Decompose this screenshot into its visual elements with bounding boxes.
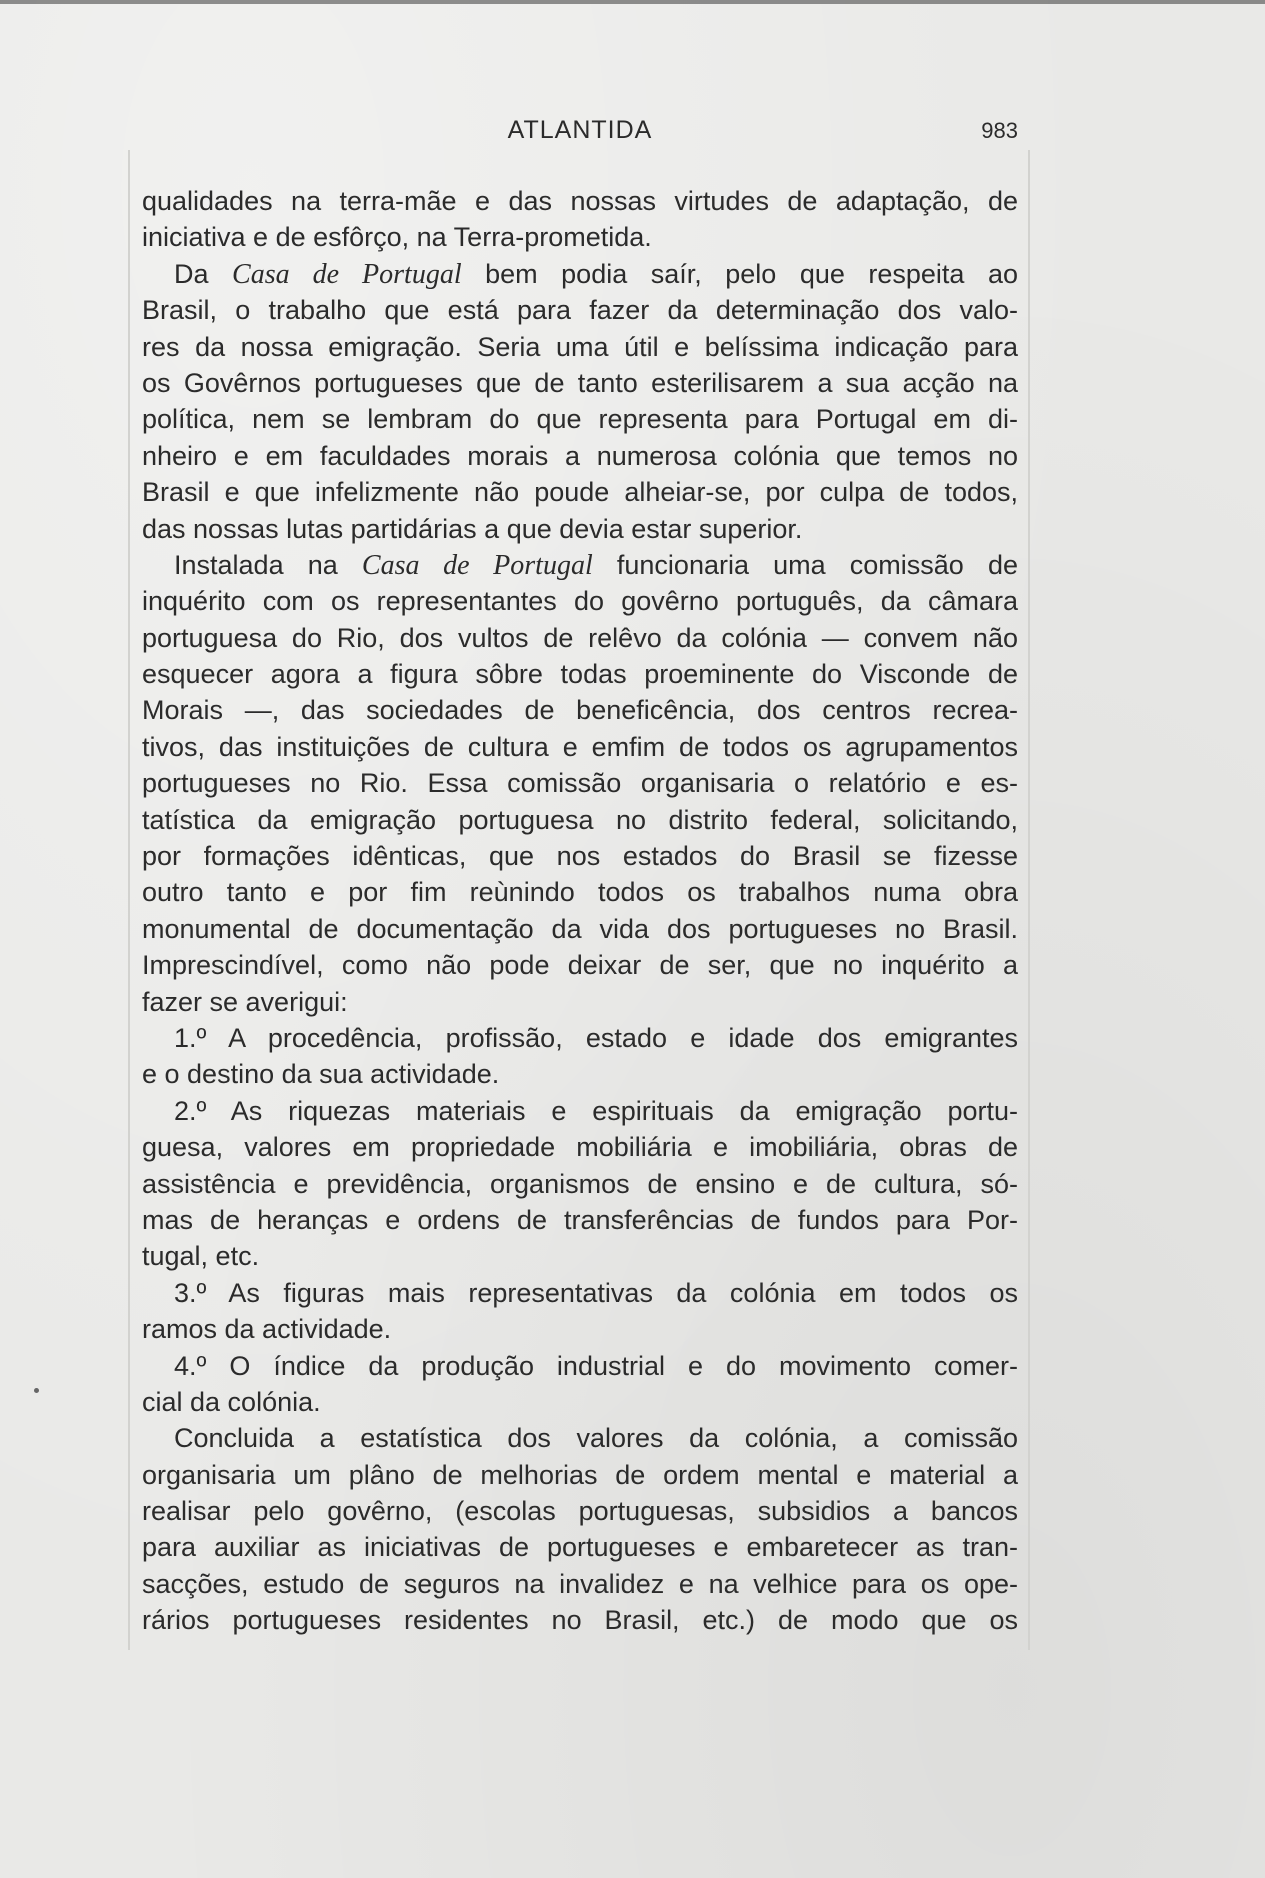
text-line: realisar pelo govêrno, (escolas portuguesas, subsidios a bancos — [142, 1496, 1018, 1527]
text-line: por formações idênticas, que nos estados do Brasil se fizesse — [142, 841, 1018, 872]
text-line: portugueses no Rio. Essa comissão organisaria o relatório e es- — [142, 768, 1018, 799]
text-line: tugal, etc. — [142, 1241, 260, 1272]
text-line: outro tanto e por fim reùnindo todos os trabalhos numa obra — [142, 877, 1018, 908]
text-segment: Instalada na — [174, 549, 338, 580]
italic-title: Casa de Portugal — [361, 549, 593, 581]
text-line: Brasil e que infelizmente não poude alheiar-se, por culpa de todos, — [142, 477, 1018, 508]
body-text — [142, 183, 1018, 1639]
text-line: ramos da actividade. — [142, 1314, 392, 1345]
text-line: tatística da emigração portuguesa no distrito federal, solicitando, — [142, 804, 1018, 835]
text-segment: Da — [174, 258, 209, 289]
running-title: ATLANTIDA — [507, 116, 653, 144]
text-line: sacções, estudo de seguros na invalidez e na velhice para os ope- — [142, 1568, 1018, 1599]
text-segment: funcionaria uma comissão de — [616, 549, 1018, 580]
page-speck — [34, 1388, 39, 1393]
text-line: assistência e previdência, organismos de ensino e de cultura, só- — [142, 1168, 1018, 1199]
page-top-edge — [0, 0, 1265, 4]
text-line: portuguesa do Rio, dos vultos de relêvo da colónia — convem não — [142, 622, 1018, 653]
list-item-2: 2.º As riquezas materiais e espirituais da emigração portu- — [174, 1095, 1018, 1126]
list-item-4: 4.º O índice da produção industrial e do movimento comer- — [174, 1350, 1018, 1381]
text-line-with-italic — [142, 256, 1018, 292]
text-line: rários portugueses residentes no Brasil, etc.) de modo que os — [142, 1605, 1018, 1636]
text-line: monumental de documentação da vida dos portugueses no Brasil. — [142, 913, 1018, 944]
text-line: para auxiliar as iniciativas de portugueses e embaretecer as tran- — [142, 1532, 1018, 1563]
text-line: das nossas lutas partidárias a que devia estar superior. — [142, 513, 803, 544]
text-line: Brasil, o trabalho que está para fazer da determinação dos valo- — [142, 295, 1018, 326]
text-line: nheiro e em faculdades morais a numerosa colónia que temos no — [142, 440, 1018, 471]
text-line: e o destino da sua actividade. — [142, 1059, 500, 1090]
text-line: Concluida a estatística dos valores da colónia, a comissão — [174, 1423, 1018, 1454]
text-line: res da nossa emigração. Seria uma útil e belíssima indicação para — [142, 331, 1018, 362]
text-line: política, nem se lembram do que representa para Portugal em di- — [142, 404, 1018, 435]
margin-rule-right — [1028, 150, 1030, 1650]
text-line: esquecer agora a figura sôbre todas proeminente do Visconde de — [142, 659, 1018, 690]
list-item-3: 3.º As figuras mais representativas da colónia em todos os — [174, 1277, 1018, 1308]
text-line: cial da colónia. — [142, 1386, 321, 1417]
text-segment: bem podia saír, pelo que respeita ao — [485, 258, 1018, 289]
running-head — [142, 116, 1018, 152]
margin-rule-left — [128, 150, 130, 1650]
text-line: fazer se averigui: — [142, 986, 348, 1017]
text-line: inquérito com os representantes do govêrno português, da câmara — [142, 586, 1018, 617]
text-line: iniciativa e de esfôrço, na Terra-prometida. — [142, 222, 652, 253]
page-number: 983 — [981, 118, 1018, 143]
italic-title: Casa de Portugal — [232, 258, 462, 290]
text-line: tivos, das instituições de cultura e emfim de todos os agrupamentos — [142, 731, 1018, 762]
text-line: Morais —, das sociedades de beneficência, dos centros recrea- — [142, 695, 1018, 726]
text-line: os Govêrnos portugueses que de tanto esterilisarem a sua acção na — [142, 367, 1018, 398]
text-line: qualidades na terra-mãe e das nossas virtudes de adaptação, de — [142, 186, 1018, 216]
text-line: guesa, valores em propriedade mobiliária e imobiliária, obras de — [142, 1132, 1018, 1163]
text-line-with-italic — [142, 547, 1018, 583]
text-line: Imprescindível, como não pode deixar de ser, que no inquérito a — [142, 950, 1018, 981]
text-line: mas de heranças e ordens de transferências de fundos para Por- — [142, 1204, 1018, 1235]
text-line: organisaria um plâno de melhorias de ordem mental e material a — [142, 1459, 1018, 1490]
list-item-1: 1.º A procedência, profissão, estado e idade dos emigrantes — [174, 1022, 1018, 1053]
